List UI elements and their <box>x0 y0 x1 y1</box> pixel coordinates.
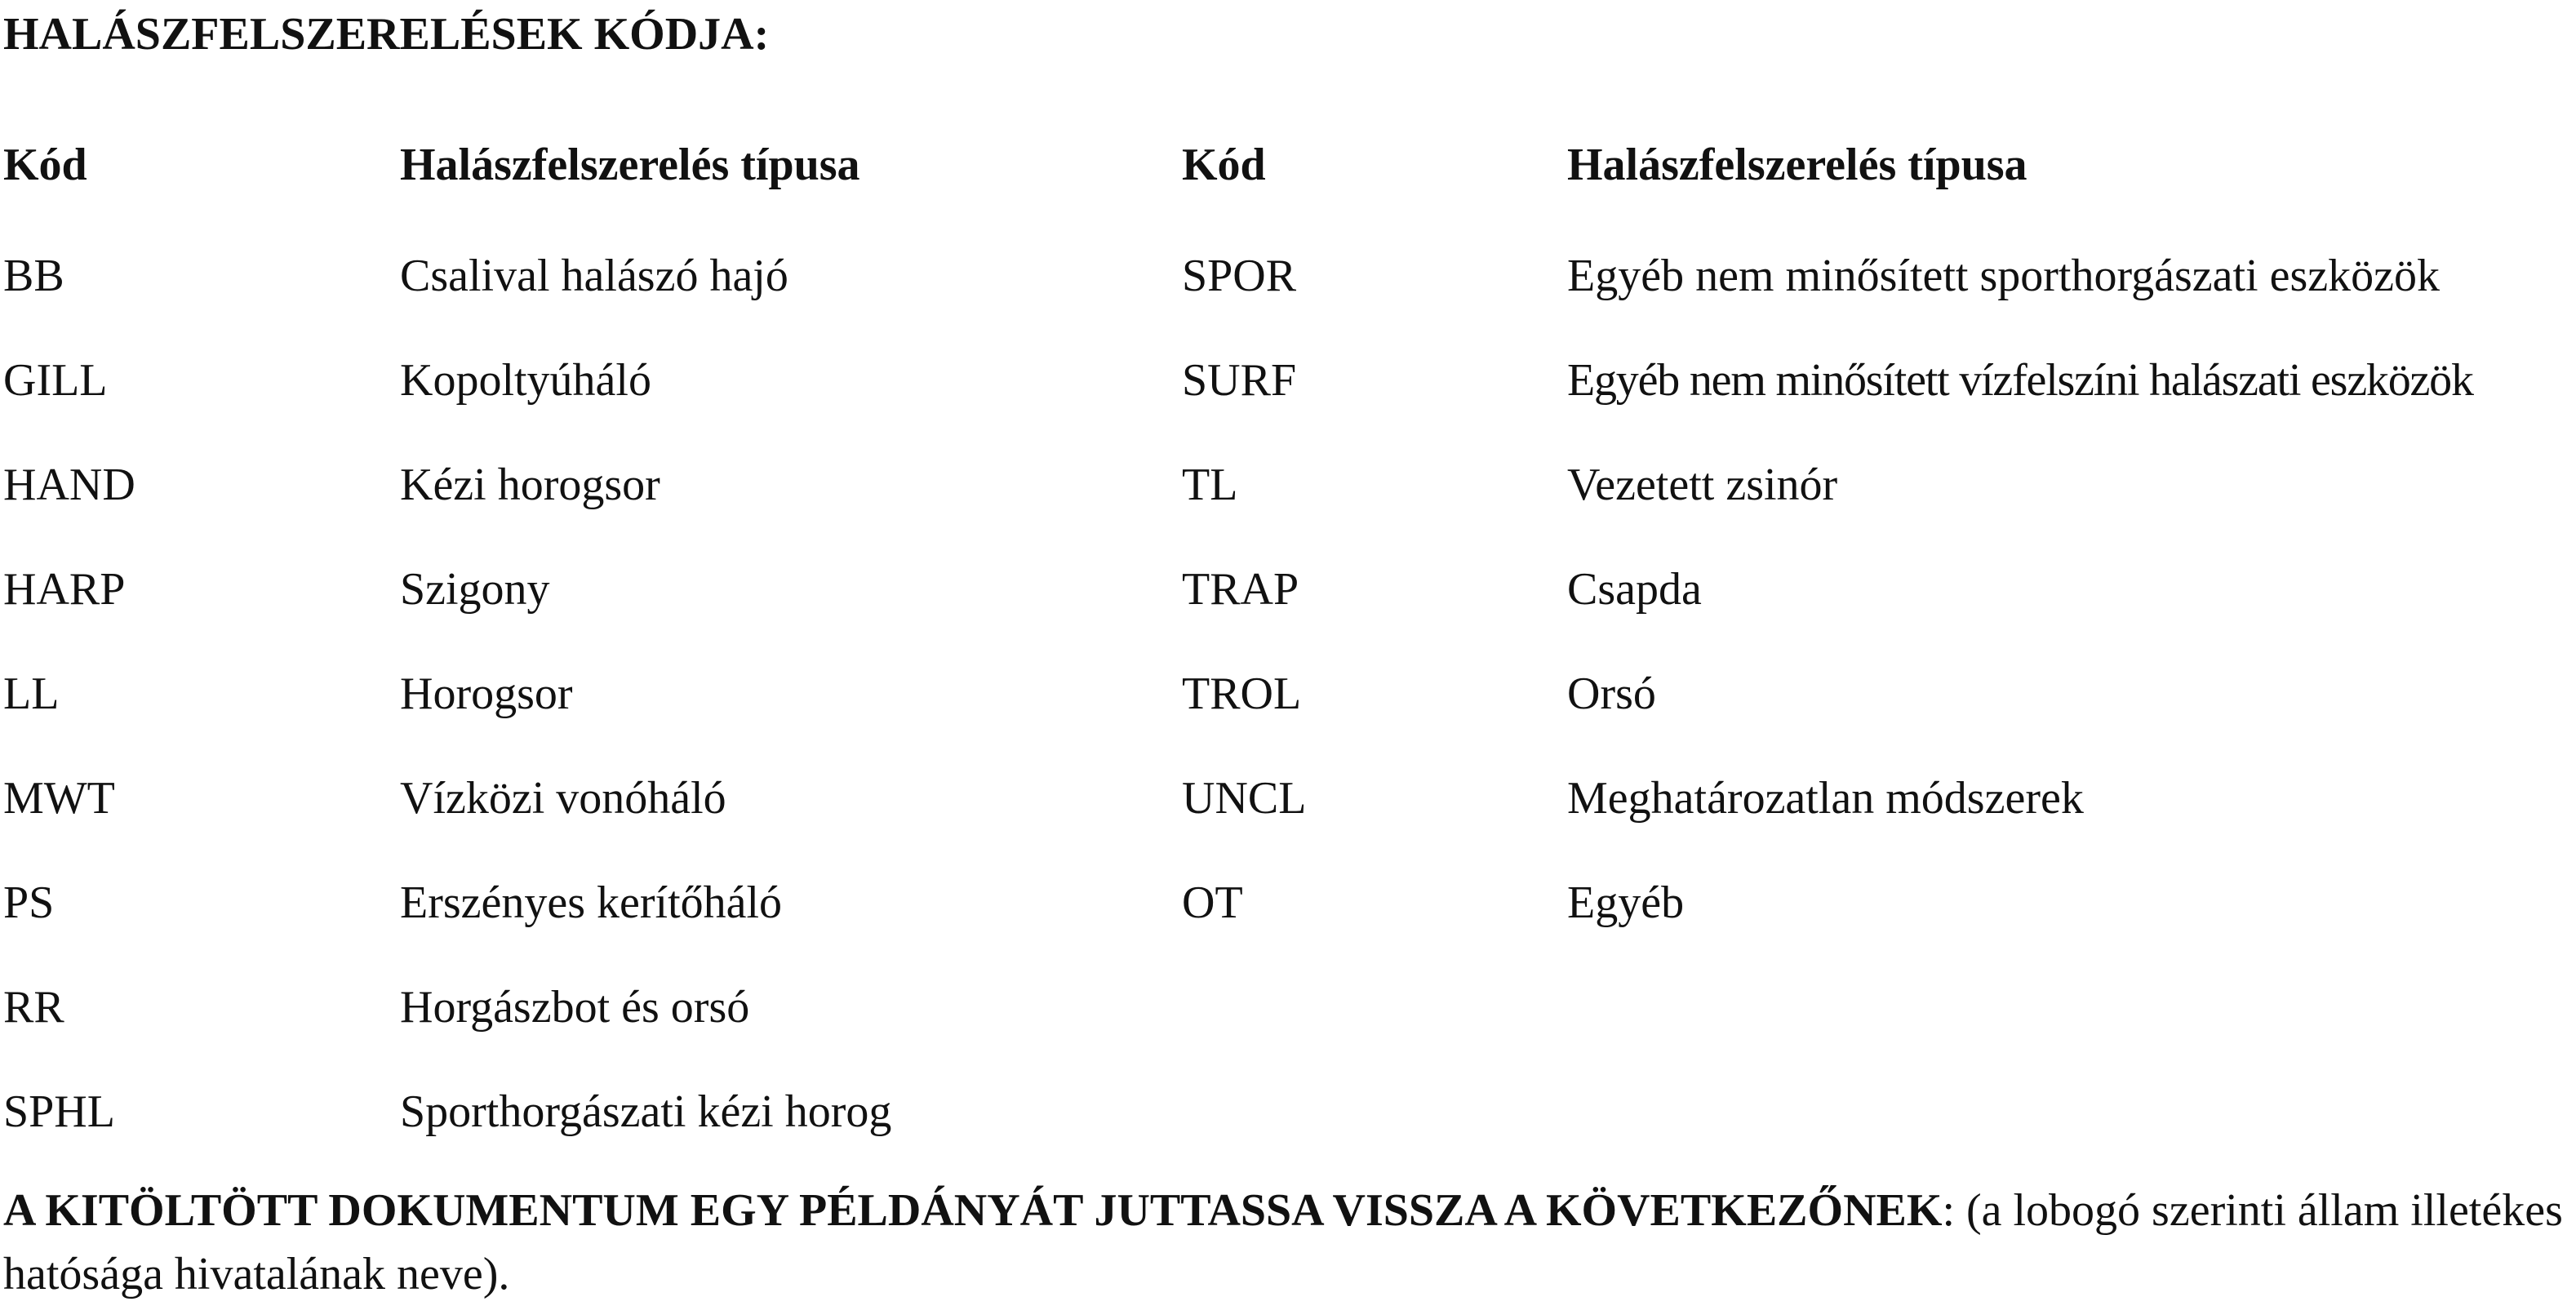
code-cell: TROL <box>1182 669 1302 719</box>
code-cell: PS <box>3 877 55 928</box>
code-cell: LL <box>3 669 60 719</box>
gear-type-cell <box>1564 1059 2576 1164</box>
table-row <box>0 1059 2576 1164</box>
return-instruction <box>3 1179 2574 1306</box>
return-instruction-bold: A KITÖLTÖTT DOKUMENTUM EGY PÉLDÁNYÁT JUTTASSA VISSZA A KÖVETKEZŐNEK <box>3 1185 1943 1236</box>
return-instruction-text: : (a lobogó szerinti állam illetékes hatósága hivatalának neve). <box>3 1185 2563 1299</box>
gear-type-cell: Csapda <box>1567 564 1702 615</box>
gear-type-cell: Horogsor <box>400 669 573 719</box>
table-row <box>0 537 2576 642</box>
gear-type-cell: Sporthorgászati kézi horog <box>400 1086 892 1137</box>
gear-type-cell: Szigony <box>400 564 550 615</box>
code-cell: SPHL <box>3 1086 115 1137</box>
code-cell: HARP <box>3 564 126 615</box>
code-cell: SPOR <box>1182 251 1297 301</box>
code-cell: TRAP <box>1182 564 1299 615</box>
code-cell: TL <box>1182 460 1238 510</box>
gear-type-cell: Erszényes kerítőháló <box>400 877 783 928</box>
code-cell: MWT <box>3 773 115 824</box>
table-row <box>0 224 2576 328</box>
table-row <box>0 328 2576 433</box>
column-header-code-right: Kód <box>1182 140 1266 190</box>
code-cell <box>1179 1059 1564 1164</box>
code-cell: SURF <box>1182 355 1297 406</box>
code-cell: BB <box>3 251 64 301</box>
gear-type-cell: Egyéb <box>1567 877 1685 928</box>
table-header-row <box>0 137 2576 224</box>
column-header-type-left: Halászfelszerelés típusa <box>400 140 860 190</box>
gear-type-cell: Csalival halászó hajó <box>400 251 788 301</box>
gear-code-table <box>0 137 2576 1164</box>
code-cell: HAND <box>3 460 135 510</box>
code-cell: GILL <box>3 355 108 406</box>
gear-type-cell: Vízközi vonóháló <box>400 773 726 824</box>
table-row <box>0 746 2576 851</box>
gear-type-cell: Horgászbot és orsó <box>400 982 750 1033</box>
table-row <box>0 955 2576 1059</box>
code-cell <box>1179 955 1564 1059</box>
gear-type-cell: Vezetett zsinór <box>1567 460 1838 510</box>
code-cell: OT <box>1182 877 1243 928</box>
code-cell: UNCL <box>1182 773 1307 824</box>
gear-type-cell: Orsó <box>1567 669 1656 719</box>
table-row <box>0 851 2576 955</box>
table-row <box>0 433 2576 537</box>
page-title: HALÁSZFELSZERELÉSEK KÓDJA: <box>3 9 770 60</box>
gear-type-cell: Kopoltyúháló <box>400 355 651 406</box>
table-row <box>0 642 2576 746</box>
gear-type-cell: Egyéb nem minősített vízfelszíni halászati eszközök <box>1567 355 2473 406</box>
gear-type-cell: Meghatározatlan módszerek <box>1567 773 2084 824</box>
column-header-code-left: Kód <box>3 140 87 190</box>
code-cell: RR <box>3 982 64 1033</box>
column-header-type-right: Halászfelszerelés típusa <box>1567 140 2027 190</box>
gear-type-cell <box>1564 955 2576 1059</box>
gear-type-cell: Egyéb nem minősített sporthorgászati eszközök <box>1567 251 2440 301</box>
gear-type-cell: Kézi horogsor <box>400 460 660 510</box>
